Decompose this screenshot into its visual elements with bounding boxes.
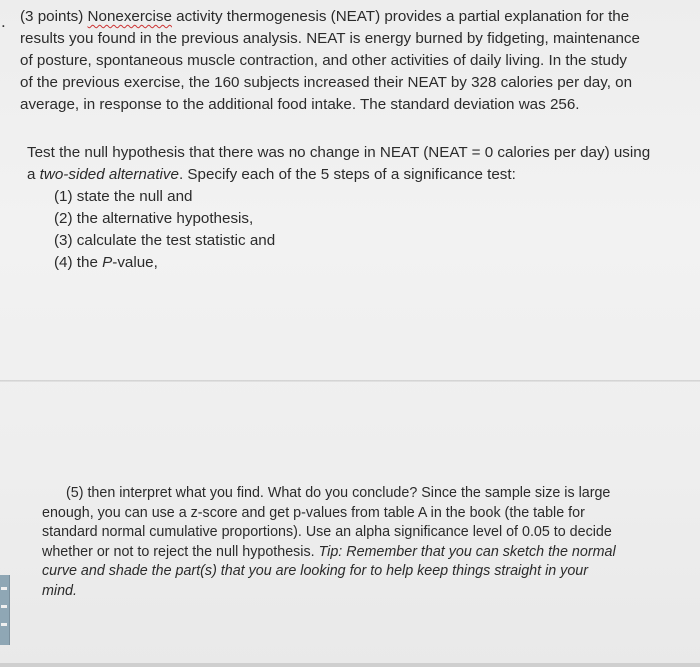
task-paragraph [27, 142, 650, 186]
intro-line: average, in response to the additional food intake. The standard deviation was 256. [20, 96, 580, 113]
step-item: (3) calculate the test statistic and [54, 232, 276, 249]
strip-mark [1, 623, 7, 626]
step5-line: (5) then interpret what you find. What do you conclude? Since the sample size is large [66, 485, 611, 501]
task-line: a two-sided alternative. Specify each of the 5 steps of a significance test: [27, 166, 516, 183]
step5-line: enough, you can use a z-score and get p-values from table A in the book (the table for [42, 504, 585, 521]
step5-line: mind. [42, 582, 77, 599]
intro-line: results you found in the previous analysis. NEAT is energy burned by fidgeting, maintenance [20, 30, 640, 47]
intro-line: of the previous exercise, the 160 subjects increased their NEAT by 328 calories per day, on [20, 74, 633, 91]
step-item: (4) the P-value, [54, 254, 158, 271]
left-edge-window-strip [0, 575, 10, 645]
step5-line: curve and shade the part(s) that you are looking for to help keep things straight in your [42, 563, 588, 579]
step5-line: whether or not to reject the null hypothesis. Tip: Remember that you can sketch the normal [42, 543, 616, 560]
task-line: Test the null hypothesis that there was no change in NEAT (NEAT = 0 calories per day) using [27, 144, 651, 161]
step5-line: standard normal cumulative proportions). Use an alpha significance level of 0.05 to decide [42, 524, 612, 540]
steps-list [54, 186, 275, 274]
step-item: (1) state the null and [54, 188, 193, 205]
intro-line: (3 points) Nonexercise activity thermogenesis (NEAT) provides a partial explanation for the [20, 8, 630, 25]
section-divider [0, 380, 700, 382]
intro-line: of posture, spontaneous muscle contraction, and other activities of daily living. In the study [20, 52, 627, 69]
step-item: (2) the alternative hypothesis, [54, 210, 254, 227]
spellcheck-word: Nonexercise [87, 8, 172, 25]
intro-paragraph [20, 6, 640, 116]
question-number-fragment: . [1, 12, 6, 31]
strip-mark [1, 587, 7, 590]
step5-paragraph [42, 484, 616, 601]
page-bottom-edge [0, 663, 700, 667]
strip-mark [1, 605, 7, 608]
